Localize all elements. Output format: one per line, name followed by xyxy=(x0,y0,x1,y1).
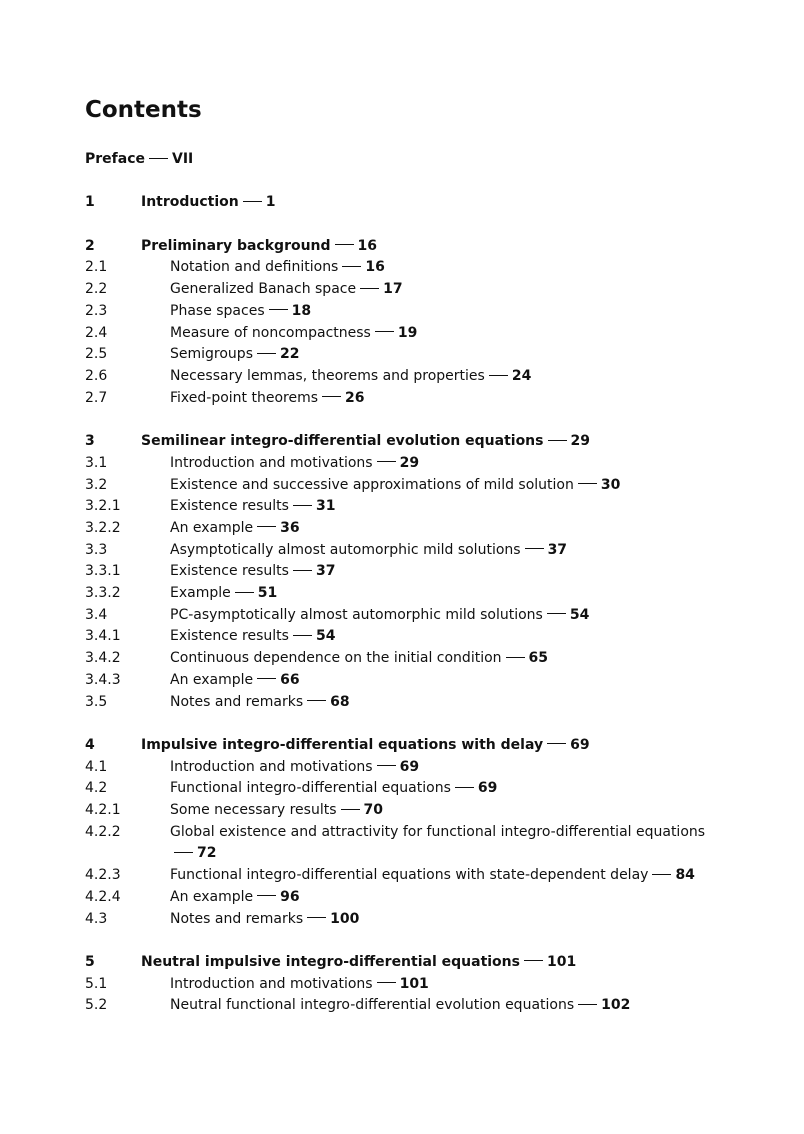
entry-text xyxy=(85,149,725,171)
toc-section-entry[interactable] xyxy=(85,822,725,865)
entry-number: 3 xyxy=(85,433,95,450)
entry-page-number: 1 xyxy=(265,194,276,211)
toc-section-entry[interactable] xyxy=(85,453,725,475)
entry-page-number: 101 xyxy=(399,975,429,992)
leader-dash xyxy=(335,244,354,245)
entry-number: 2 xyxy=(85,237,95,254)
toc-section-entry[interactable] xyxy=(85,279,725,301)
entry-number: 4 xyxy=(85,736,95,753)
entry-title: Neutral functional integro-differential evolution equations xyxy=(170,997,575,1014)
entry-number: 3.2.1 xyxy=(85,498,121,515)
entry-page-number: 101 xyxy=(546,953,577,970)
entry-page-number: 18 xyxy=(291,302,312,319)
entry-page-number: 31 xyxy=(315,498,336,515)
entry-title: Notes and remarks xyxy=(170,693,304,710)
entry-text xyxy=(170,865,725,887)
entry-page-number: 30 xyxy=(600,476,621,493)
leader-dash xyxy=(377,982,396,983)
entry-number: 2.3 xyxy=(85,302,108,319)
toc-section-entry[interactable] xyxy=(85,909,725,931)
entry-text xyxy=(170,692,725,714)
toc-section-entry[interactable] xyxy=(85,692,725,714)
entry-page-number: 24 xyxy=(511,368,532,384)
entry-title: Some necessary results xyxy=(170,802,337,819)
entry-title: An example xyxy=(170,671,254,688)
entry-text xyxy=(170,822,725,865)
entry-title: Introduction xyxy=(141,194,239,211)
entry-page-number: 37 xyxy=(547,541,568,558)
entry-number: 5.1 xyxy=(85,975,108,992)
entry-text xyxy=(170,670,725,692)
entry-text xyxy=(141,236,725,258)
entry-title: Existence results xyxy=(170,563,289,580)
entry-title: Generalized Banach space xyxy=(170,281,357,298)
entry-title: Existence and successive approximations of mild solution xyxy=(170,476,574,493)
entry-title: PC-asymptotically almost automorphic mild solutions xyxy=(170,606,543,623)
entry-number: 2.5 xyxy=(85,346,108,363)
leader-dash xyxy=(377,461,396,462)
toc-section-entry[interactable] xyxy=(85,865,725,887)
leader-dash xyxy=(360,288,379,289)
toc-section-entry[interactable] xyxy=(85,648,725,670)
entry-text xyxy=(170,626,725,648)
entry-text xyxy=(170,323,725,345)
entry-number: 3.3.1 xyxy=(85,563,121,580)
leader-dash xyxy=(547,743,566,744)
toc-chapter-entry[interactable] xyxy=(85,149,725,171)
toc-section-entry[interactable] xyxy=(85,540,725,562)
leader-dash xyxy=(578,1004,597,1005)
entry-text xyxy=(170,605,725,627)
entry-number: 4.2.2 xyxy=(85,823,121,840)
leader-dash xyxy=(174,852,193,853)
entry-title: Continuous dependence on the initial condition xyxy=(170,650,502,667)
entry-page-number: 54 xyxy=(569,606,590,623)
entry-text xyxy=(170,475,725,497)
entry-number: 2.4 xyxy=(85,324,108,341)
entry-title: Fixed-point theorems xyxy=(170,389,319,406)
leader-dash xyxy=(257,353,276,354)
entry-text xyxy=(170,388,725,410)
toc-section-entry[interactable] xyxy=(85,496,725,518)
leader-dash xyxy=(578,483,597,484)
toc-section-entry[interactable] xyxy=(85,757,725,779)
toc-section-entry[interactable] xyxy=(85,670,725,692)
leader-dash xyxy=(243,201,262,202)
entry-page-number: 16 xyxy=(357,237,378,254)
leader-dash xyxy=(307,917,326,918)
entry-title: Functional integro-differential equations with state-dependent delay xyxy=(170,867,649,884)
leader-dash xyxy=(547,613,566,614)
entry-number: 3.4.3 xyxy=(85,671,121,688)
entry-page-number: 17 xyxy=(383,281,403,298)
entry-number: 3.4.1 xyxy=(85,628,121,645)
leader-dash xyxy=(375,331,394,332)
entry-title: Semilinear integro-differential evolution equations xyxy=(141,433,544,450)
entry-title: Introduction and motivations xyxy=(170,975,373,992)
leader-dash xyxy=(524,960,543,961)
entry-text xyxy=(170,583,725,605)
entry-page-number: 70 xyxy=(363,802,383,819)
entry-number: 3.2 xyxy=(85,476,108,493)
entry-title: Introduction and motivations xyxy=(170,758,373,775)
entry-title: Asymptotically almost automorphic mild solutions xyxy=(170,541,521,558)
entry-page-number: 69 xyxy=(570,736,590,753)
entry-page-number: 36 xyxy=(280,519,300,536)
entry-text xyxy=(170,257,725,279)
entry-text xyxy=(141,192,725,214)
entry-title: Global existence and attractivity for functional integro-differential equations xyxy=(170,823,706,840)
toc-section-entry[interactable] xyxy=(85,583,725,605)
leader-dash xyxy=(257,526,276,527)
toc-section-entry[interactable] xyxy=(85,366,725,388)
entry-number: 5 xyxy=(85,953,95,970)
entry-page-number: 68 xyxy=(330,693,350,710)
entry-page-number: 69 xyxy=(477,780,498,797)
entry-text xyxy=(170,909,725,931)
leader-dash xyxy=(322,396,341,397)
entry-page-number: 19 xyxy=(397,324,418,341)
leader-dash xyxy=(293,505,312,506)
entry-title: Preface xyxy=(85,151,145,167)
entry-number: 2.1 xyxy=(85,259,108,276)
entry-title: Notes and remarks xyxy=(170,910,304,927)
entry-title: Example xyxy=(170,585,231,602)
toc-chapter-entry[interactable] xyxy=(85,236,725,258)
entry-title: Introduction and motivations xyxy=(170,454,373,471)
toc-chapter-entry[interactable] xyxy=(85,192,725,214)
leader-dash xyxy=(455,787,474,788)
entry-text xyxy=(170,453,725,475)
leader-dash xyxy=(293,635,312,636)
entry-page-number: 29 xyxy=(399,454,420,471)
entry-page-number: 84 xyxy=(675,867,695,884)
toc-section-entry[interactable] xyxy=(85,344,725,366)
leader-dash xyxy=(149,158,168,159)
entry-page-number: 72 xyxy=(197,845,217,862)
entry-number: 1 xyxy=(85,194,95,211)
toc-section-entry[interactable] xyxy=(85,323,725,345)
entry-title: Impulsive integro-differential equations with delay xyxy=(141,736,544,753)
entry-number: 2.7 xyxy=(85,389,108,406)
entry-number: 2.6 xyxy=(85,368,108,384)
toc-section-entry[interactable] xyxy=(85,301,725,323)
toc-chapter-entry[interactable] xyxy=(85,431,725,453)
leader-dash xyxy=(506,657,525,658)
toc-list xyxy=(85,149,725,1017)
entry-text xyxy=(170,561,725,583)
entry-text xyxy=(170,778,725,800)
entry-number: 4.2.4 xyxy=(85,888,121,905)
entry-number: 4.2.1 xyxy=(85,802,121,819)
entry-text xyxy=(170,974,725,996)
entry-title: Semigroups xyxy=(170,346,253,363)
entry-number: 4.1 xyxy=(85,758,108,775)
entry-number: 3.5 xyxy=(85,693,108,710)
entry-text xyxy=(170,366,725,388)
entry-page-number: 16 xyxy=(365,259,385,276)
entry-number: 3.1 xyxy=(85,454,108,471)
entry-title: Existence results xyxy=(170,628,289,645)
entry-text xyxy=(170,301,725,323)
entry-text xyxy=(170,757,725,779)
entry-page-number: 96 xyxy=(280,888,300,905)
toc-section-entry[interactable] xyxy=(85,800,725,822)
toc-section-entry[interactable] xyxy=(85,605,725,627)
leader-dash xyxy=(341,809,360,810)
toc-section-entry[interactable] xyxy=(85,475,725,497)
leader-dash xyxy=(489,375,508,376)
leader-dash xyxy=(235,592,254,593)
entry-page-number: 69 xyxy=(399,758,420,775)
leader-dash xyxy=(377,765,396,766)
entry-text xyxy=(170,887,725,909)
entry-number: 3.2.2 xyxy=(85,519,121,536)
entry-title: Functional integro-differential equations xyxy=(170,780,451,797)
entry-number: 3.3.2 xyxy=(85,585,121,602)
entry-title: An example xyxy=(170,888,254,905)
entry-title: Notation and definitions xyxy=(170,259,339,276)
toc-section-entry[interactable] xyxy=(85,388,725,410)
entry-number: 5.2 xyxy=(85,997,108,1014)
toc-section-entry[interactable] xyxy=(85,778,725,800)
leader-dash xyxy=(257,678,276,679)
entry-title: Existence results xyxy=(170,498,289,515)
entry-number: 3.4 xyxy=(85,606,108,623)
entry-page-number: 22 xyxy=(279,346,300,363)
entry-text xyxy=(170,518,725,540)
entry-page-number: 51 xyxy=(257,585,278,602)
toc-section-entry[interactable] xyxy=(85,626,725,648)
entry-text xyxy=(141,735,725,757)
leader-dash xyxy=(269,309,288,310)
entry-page-number: 102 xyxy=(601,997,631,1014)
toc-chapter-entry[interactable] xyxy=(85,952,725,974)
page-title: Contents xyxy=(85,97,202,123)
entry-text xyxy=(170,496,725,518)
entry-text xyxy=(170,995,725,1017)
entry-text xyxy=(170,648,725,670)
leader-dash xyxy=(293,570,312,571)
entry-page-number: 29 xyxy=(570,433,590,450)
entry-text xyxy=(141,952,725,974)
entry-page-number: VII xyxy=(172,151,194,167)
leader-dash xyxy=(652,874,671,875)
entry-page-number: 65 xyxy=(528,650,549,667)
entry-text xyxy=(170,800,725,822)
toc-section-entry[interactable] xyxy=(85,561,725,583)
toc-section-entry[interactable] xyxy=(85,518,725,540)
entry-number: 3.3 xyxy=(85,541,108,558)
entry-title: Preliminary background xyxy=(141,237,331,254)
entry-page-number: 66 xyxy=(280,671,300,688)
leader-dash xyxy=(342,266,361,267)
toc-section-entry[interactable] xyxy=(85,257,725,279)
toc-section-entry[interactable] xyxy=(85,995,725,1017)
leader-dash xyxy=(548,440,567,441)
entry-title: Phase spaces xyxy=(170,302,265,319)
toc-chapter-entry[interactable] xyxy=(85,735,725,757)
entry-text xyxy=(170,279,725,301)
entry-text xyxy=(170,344,725,366)
entry-number: 3.4.2 xyxy=(85,650,121,667)
leader-dash xyxy=(257,895,276,896)
entry-number: 4.2.3 xyxy=(85,867,121,884)
entry-page-number: 26 xyxy=(345,389,365,406)
leader-dash xyxy=(525,548,544,549)
toc-section-entry[interactable] xyxy=(85,887,725,909)
entry-page-number: 100 xyxy=(330,910,360,927)
entry-text xyxy=(141,431,725,453)
entry-title: Necessary lemmas, theorems and properties xyxy=(170,368,485,384)
entry-number: 2.2 xyxy=(85,281,108,298)
toc-section-entry[interactable] xyxy=(85,974,725,996)
entry-page-number: 54 xyxy=(315,628,336,645)
entry-number: 4.2 xyxy=(85,780,108,797)
entry-title: Measure of noncompactness xyxy=(170,324,371,341)
entry-text xyxy=(170,540,725,562)
entry-page-number: 37 xyxy=(315,563,336,580)
leader-dash xyxy=(307,700,326,701)
entry-number: 4.3 xyxy=(85,910,108,927)
entry-title: An example xyxy=(170,519,254,536)
entry-title: Neutral impulsive integro-differential equations xyxy=(141,953,520,970)
